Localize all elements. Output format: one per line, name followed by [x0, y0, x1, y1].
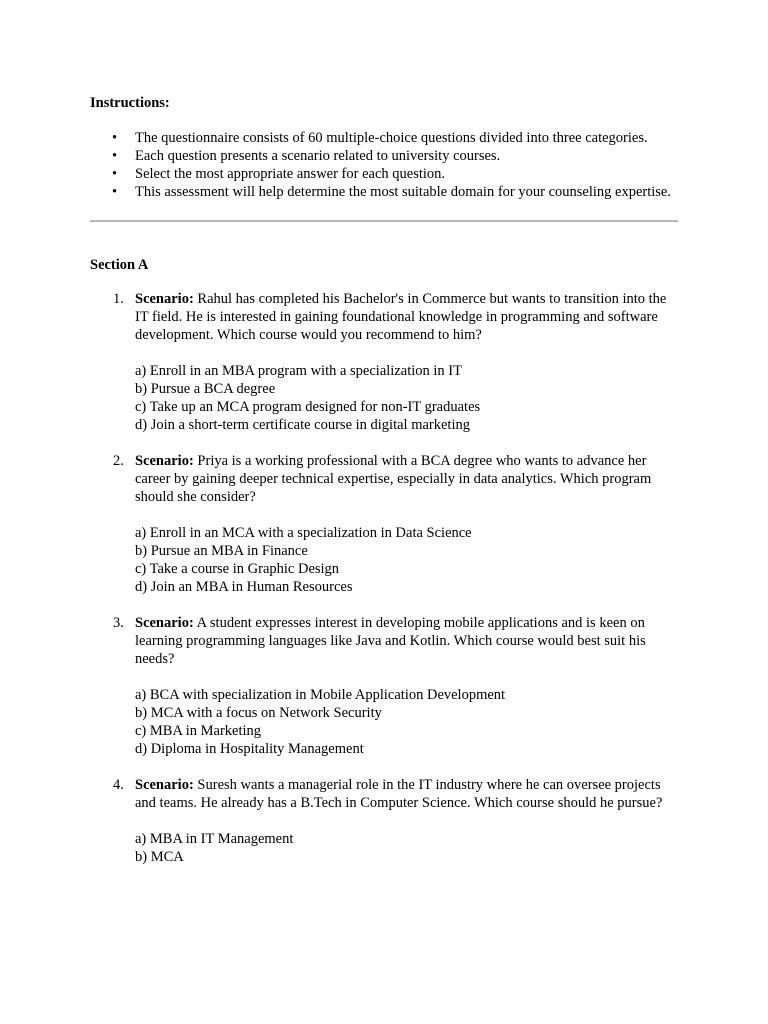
question-scenario — [135, 614, 678, 668]
scenario-text: Rahul has completed his Bachelor's in Commerce but wants to transition into the IT field. He is interested in gaining foundational knowledge in programming and software development. Which course would you recommend to him? — [135, 291, 667, 343]
instruction-item — [112, 183, 678, 201]
question-number: 1. — [113, 291, 124, 307]
scenario-label: Scenario: — [135, 777, 194, 793]
scenario-text: Priya is a working professional with a BCA degree who wants to advance her career by gaining deeper technical expertise, especially in data analytics. Which program should she consider? — [135, 453, 652, 505]
answer-option: a) BCA with specialization in Mobile Application Development — [135, 687, 506, 703]
instruction-text: Select the most appropriate answer for each question. — [135, 166, 446, 182]
instruction-item — [112, 147, 678, 165]
question-number: 4. — [113, 777, 124, 793]
answer-options — [135, 686, 678, 758]
scenario-label: Scenario: — [135, 615, 194, 631]
scenario-label: Scenario: — [135, 453, 194, 469]
answer-options — [135, 524, 678, 596]
answer-options — [135, 362, 678, 434]
answer-option: a) MBA in IT Management — [135, 831, 294, 847]
instruction-text: This assessment will help determine the most suitable domain for your counseling expertise. — [135, 184, 671, 200]
question-item — [113, 776, 678, 866]
instruction-text: Each question presents a scenario related to university courses. — [135, 148, 501, 164]
answer-option: d) Join a short-term certificate course in digital marketing — [135, 417, 470, 433]
scenario-label: Scenario: — [135, 291, 194, 307]
question-number: 3. — [113, 615, 124, 631]
answer-options — [135, 830, 678, 866]
answer-option: b) Pursue an MBA in Finance — [135, 543, 308, 559]
horizontal-divider — [90, 220, 678, 222]
question-scenario — [135, 452, 678, 506]
answer-option: c) Take up an MCA program designed for non-IT graduates — [135, 399, 481, 415]
instructions-list — [90, 129, 678, 201]
question-item — [113, 452, 678, 596]
answer-option: c) MBA in Marketing — [135, 723, 262, 739]
instruction-item — [112, 129, 678, 147]
question-item — [113, 290, 678, 434]
question-list — [90, 290, 678, 866]
bullet-icon: • — [112, 184, 118, 200]
answer-option: b) MCA — [135, 849, 184, 865]
section-title: Section A — [90, 257, 149, 273]
question-scenario — [135, 776, 678, 812]
question-item — [113, 614, 678, 758]
answer-option: b) MCA with a focus on Network Security — [135, 705, 382, 721]
answer-option: a) Enroll in an MBA program with a specialization in IT — [135, 363, 462, 379]
answer-option: d) Join an MBA in Human Resources — [135, 579, 353, 595]
instructions-heading: Instructions: — [90, 95, 170, 111]
bullet-icon: • — [112, 148, 118, 164]
answer-option: a) Enroll in an MCA with a specialization in Data Science — [135, 525, 472, 541]
instruction-text: The questionnaire consists of 60 multiple-choice questions divided into three categories. — [135, 130, 648, 146]
bullet-icon: • — [112, 166, 118, 182]
bullet-icon: • — [112, 130, 118, 146]
scenario-text: Suresh wants a managerial role in the IT industry where he can oversee projects and teams. He already has a B.Tech in Computer Science. Which course should he pursue? — [135, 777, 663, 811]
answer-option: b) Pursue a BCA degree — [135, 381, 276, 397]
question-scenario — [135, 290, 678, 344]
answer-option: d) Diploma in Hospitality Management — [135, 741, 364, 757]
scenario-text: A student expresses interest in developing mobile applications and is keen on learning programming languages like Java and Kotlin. Which course would best suit his needs? — [135, 615, 646, 667]
answer-option: c) Take a course in Graphic Design — [135, 561, 340, 577]
question-number: 2. — [113, 453, 124, 469]
instruction-item — [112, 165, 678, 183]
